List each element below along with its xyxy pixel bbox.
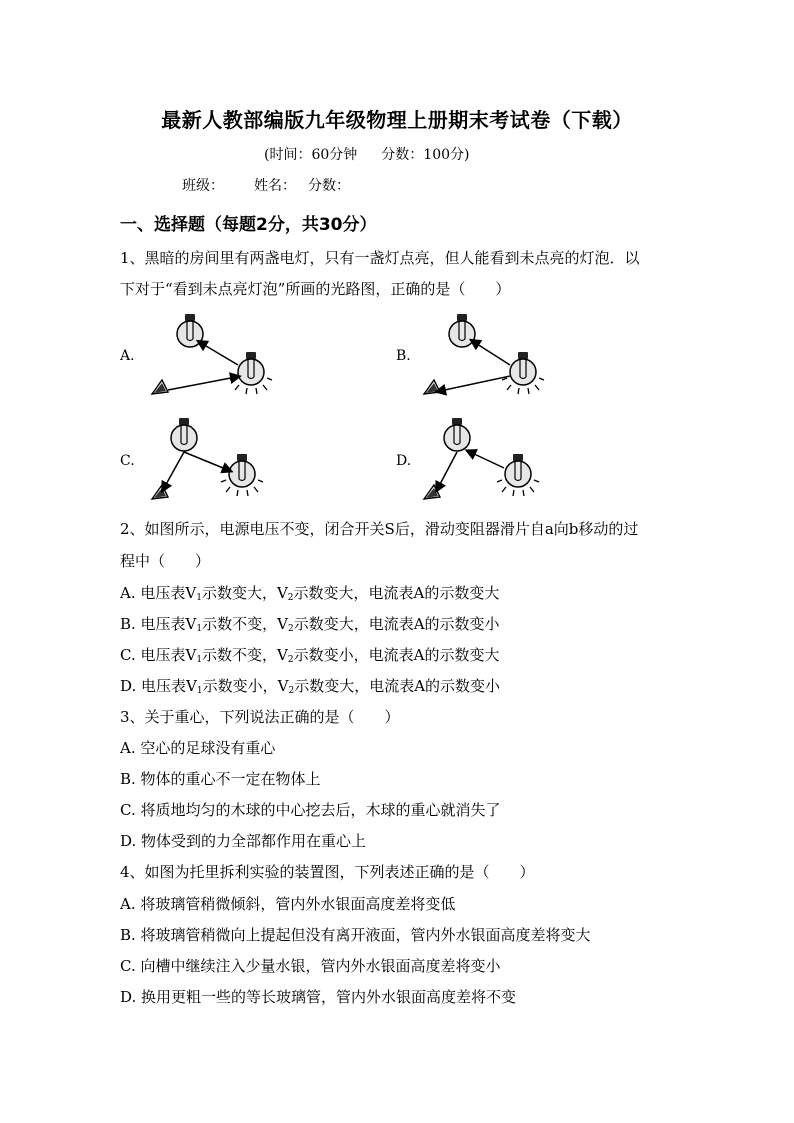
q1-option-c-label: C. — [120, 453, 135, 469]
figure-c — [152, 418, 263, 499]
q2-option-b: B. 电压表$V_1$示数不变，$V_2$示数变大，电流表A的示数变小 — [120, 615, 500, 634]
q4-option-c: C. 向槽中继续注入少量水银，管内外水银面高度差将变小 — [120, 957, 501, 975]
q3-stem: 3、关于重心，下列说法正确的是（ ） — [120, 708, 400, 726]
q2-option-d: D. 电压表$V_1$示数变小，$V_2$示数变大，电流表A的示数变小 — [120, 677, 501, 696]
q2-stem-line2: 程中（ ） — [120, 552, 211, 570]
q3-option-c: C. 将质地均匀的木球的中心挖去后，木球的重心就消失了 — [120, 801, 501, 819]
q4-option-b: B. 将玻璃管稍微向上提起但没有离开液面，管内外水银面高度差将变大 — [120, 926, 591, 944]
name-label: 姓名： — [254, 178, 296, 194]
score-label: 分数： — [308, 178, 350, 194]
q2-stem-line1: 2、如图所示，电源电压不变，闭合开关S后，滑动变阻器滑片自a向b移动的过 — [120, 520, 639, 538]
exam-score: 分数：100分) — [381, 147, 470, 163]
q1-option-b-label: B. — [396, 348, 411, 364]
exam-meta — [264, 144, 469, 164]
q2-option-c: C. 电压表$V_1$示数不变，$V_2$示数变小，电流表A的示数变大 — [120, 646, 500, 665]
q4-option-a: A. 将玻璃管稍微倾斜，管内外水银面高度差将变低 — [120, 895, 456, 913]
q3-option-b: B. 物体的重心不一定在物体上 — [120, 770, 321, 788]
figure-a — [152, 314, 272, 394]
class-label: 班级： — [182, 178, 224, 194]
page-title: 最新人教部编版九年级物理上册期末考试卷（下载） — [161, 108, 633, 132]
q1-stem-line2: 下对于“看到未点亮灯泡”所画的光路图，正确的是（ ） — [120, 280, 511, 298]
q4-stem: 4、如图为托里拆利实验的装置图，下列表述正确的是（ ） — [120, 863, 535, 881]
figure-b — [424, 314, 544, 394]
q3-option-d: D. 物体受到的力全部都作用在重心上 — [120, 832, 367, 850]
q3-option-a: A. 空心的足球没有重心 — [120, 739, 276, 757]
exam-time: (时间：60分钟 — [264, 147, 358, 163]
figure-d — [424, 418, 539, 499]
q1-stem-line1: 1、黑暗的房间里有两盏电灯，只有一盏灯点亮，但人能看到未点亮的灯泡．以 — [120, 249, 640, 267]
q1-option-d-label: D. — [396, 453, 412, 469]
section-heading: 一、选择题（每题2分，共30分） — [120, 215, 377, 235]
q1-option-a-label: A. — [120, 348, 135, 364]
q2-option-a: A. 电压表$V_1$示数变大，$V_2$示数变大，电流表A的示数变大 — [120, 584, 500, 603]
student-info — [182, 175, 380, 195]
q4-option-d: D. 换用更粗一些的等长玻璃管，管内外水银面高度差将不变 — [120, 988, 517, 1006]
